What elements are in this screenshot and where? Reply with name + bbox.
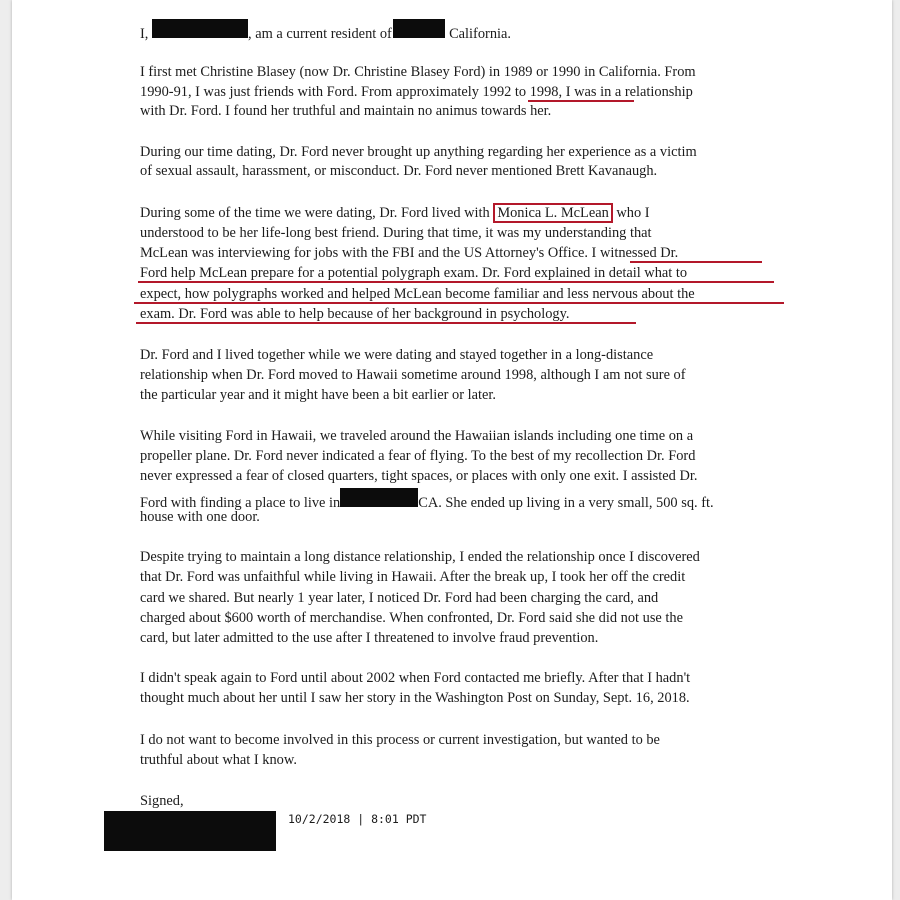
para3-line1 xyxy=(140,204,650,222)
para3-line3-end: I witnessed Dr. xyxy=(587,245,679,261)
para3-line4: Ford help McLean prepare for a potential polygraph exam. Dr. Ford explained in detail what to xyxy=(140,265,688,281)
para3-line5: expect, how polygraphs worked and helped McLean become familiar and less nervous about the xyxy=(140,286,695,302)
para6-line4: charged about $600 worth of merchandise. When confronted, Dr. Ford said she did not use the xyxy=(140,610,683,626)
para8-line1: I do not want to become involved in this process or current investigation, but wanted to be xyxy=(140,732,660,748)
para3-line6: exam. Dr. Ford was able to help because of her background in psychology. xyxy=(140,306,570,322)
intro-text-middle: , am a current resident of xyxy=(248,26,392,42)
para6-line3: card we shared. But nearly 1 year later, I noticed Dr. Ford had been charging the card, and xyxy=(140,590,659,606)
para4-line1: Dr. Ford and I lived together while we were dating and stayed together in a long-distance xyxy=(140,347,654,363)
para1-line3: with Dr. Ford. I found her truthful and maintain no animus towards her. xyxy=(140,103,552,119)
para5-line1: While visiting Ford in Hawaii, we traveled around the Hawaiian islands including one time on a xyxy=(140,428,694,444)
para7-line2: thought much about her until I saw her story in the Washington Post on Sunday, Sept. 16, 2018. xyxy=(140,690,690,706)
para6-line5: card, but later admitted to the use after I threatened to involve fraud prevention. xyxy=(140,630,599,646)
para5-line4-end: CA. She ended up living in a very small, 500 sq. ft. xyxy=(418,495,714,511)
para5-line4 xyxy=(140,488,714,511)
underline-testimony-1 xyxy=(630,261,762,263)
signed-label: Signed, xyxy=(140,793,184,809)
highlight-dates: 1992 to 1998, xyxy=(478,84,563,100)
para3-line3-start: McLean was interviewing for jobs with the FBI and the US Attorney's Office. xyxy=(140,245,588,261)
redaction-city xyxy=(393,19,445,38)
underline-testimony-2 xyxy=(138,281,774,283)
para2-line2: of sexual assault, harassment, or misconduct. Dr. Ford never mentioned Brett Kavanaugh. xyxy=(140,163,658,179)
para5-line4-start: Ford with finding a place to live in xyxy=(140,495,341,511)
para1-line2 xyxy=(140,83,693,101)
para3-line1-end: who I xyxy=(612,205,650,221)
para3-line1-start: During some of the time we were dating, Dr. Ford lived with xyxy=(140,205,490,221)
para1-line2-end: I was in a relationship xyxy=(562,84,693,100)
highlight-name-box: Monica L. McLean xyxy=(493,203,613,223)
intro-line xyxy=(140,19,512,42)
para3-line3 xyxy=(140,244,678,262)
para7-line1: I didn't speak again to Ford until about 2002 when Ford contacted me briefly. After that I hadn't xyxy=(140,670,691,686)
redaction-signature xyxy=(104,811,276,851)
para4-line2: relationship when Dr. Ford moved to Hawaii sometime around 1998, although I am not sure of xyxy=(140,367,686,383)
redaction-name xyxy=(152,19,248,38)
para6-line1: Despite trying to maintain a long distance relationship, I ended the relationship once I discovered xyxy=(140,549,700,565)
para1-line1: I first met Christine Blasey (now Dr. Christine Blasey Ford) in 1989 or 1990 in California. From xyxy=(140,64,696,80)
para5-line2: propeller plane. Dr. Ford never indicated a fear of flying. To the best of my recollection Dr. Ford xyxy=(140,448,696,464)
para4-line3: the particular year and it might have been a bit earlier or later. xyxy=(140,387,497,403)
para5-line5: house with one door. xyxy=(140,509,260,525)
redaction-location xyxy=(340,488,418,507)
para2-line1: During our time dating, Dr. Ford never brought up anything regarding her experience as a victim xyxy=(140,144,697,160)
letter-page xyxy=(12,0,892,900)
intro-text-end: California. xyxy=(449,26,512,42)
underline-testimony-4 xyxy=(136,322,636,324)
para5-line3: never expressed a fear of closed quarters, tight spaces, or places with only one exit. I assisted Dr. xyxy=(140,468,698,484)
para8-line2: truthful about what I know. xyxy=(140,752,297,768)
para6-line2: that Dr. Ford was unfaithful while living in Hawaii. After the break up, I took her off the credit xyxy=(140,569,686,585)
underline-testimony-3 xyxy=(134,302,784,304)
para3-line2: understood to be her life-long best friend. During that time, it was my understanding that xyxy=(140,225,652,241)
timestamp: 10/2/2018 | 8:01 PDT xyxy=(288,812,427,826)
intro-text-start: I, xyxy=(140,26,149,42)
para1-line2-start: 1990-91, I was just friends with Ford. From approximately xyxy=(140,84,479,100)
